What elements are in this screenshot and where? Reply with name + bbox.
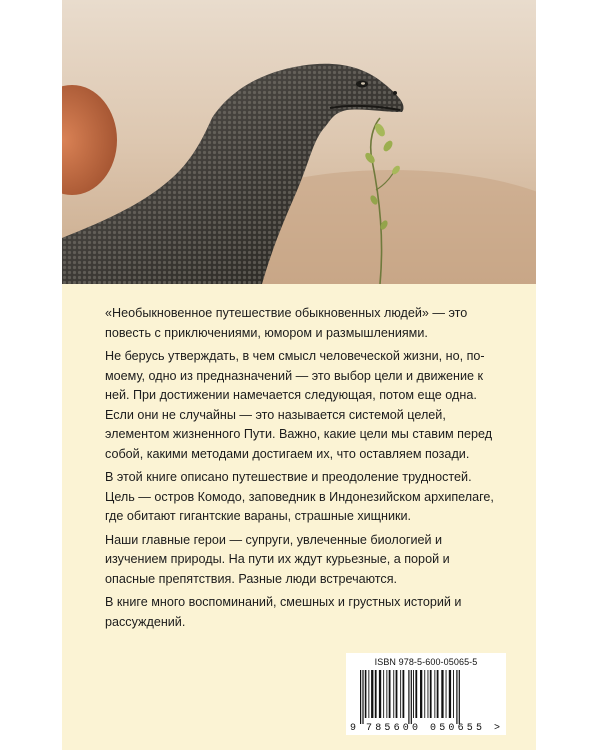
barcode-bar — [434, 670, 435, 718]
description-paragraph-4: Наши главные герои — супруги, увлеченные биологией и изучением природы. На пути их ждут курьезные, а порой и опасные препятствия. Разные люди встречаются. — [105, 532, 450, 586]
barcode-bar — [400, 670, 401, 718]
barcode-bar — [375, 670, 377, 718]
barcode-bar — [396, 670, 398, 718]
description-paragraph-5: В книге много воспоминаний, смешных и грустных историй и рассуждений. — [105, 595, 462, 629]
isbn-barcode — [346, 653, 506, 735]
barcode-bar — [411, 670, 412, 724]
barcode-bar — [415, 670, 417, 718]
barcode-bar — [360, 670, 361, 724]
barcode-bar — [368, 670, 369, 718]
barcode-bar — [456, 670, 457, 724]
barcode-bar — [449, 670, 451, 718]
barcode-bar — [420, 670, 422, 718]
barcode-bar — [365, 670, 367, 718]
barcode-bar — [403, 670, 405, 718]
barcode-first-digit: 9 — [350, 723, 357, 734]
book-description — [105, 304, 503, 636]
barcode-bar — [408, 670, 409, 724]
komodo-dragon-photo — [62, 0, 536, 284]
barcode-bar — [428, 670, 429, 718]
description-paragraph-1: «Необыкновенное путешествие обыкновенных людей» — это повесть с приключениями, юмором и размышлениями. — [105, 306, 468, 340]
barcode-bar — [446, 670, 447, 718]
barcode-bar — [383, 670, 384, 718]
barcode-bars — [352, 670, 500, 724]
barcode-end-mark: > — [494, 723, 501, 734]
barcode-bar — [441, 670, 443, 718]
barcode-bar — [424, 670, 425, 718]
isbn-number: ISBN 978-5-600-05065-5 — [374, 657, 478, 667]
description-paragraph-2: Не берусь утверждать, в чем смысл человеческой жизни, но, по-моему, одно из предназначений — это выбор цели и движение к ней. При достижении намечается следующая, потом еще одна. Если они не случайны — это называется системой целей, элементом жизненного Пути. Важно, какие цели мы ставим перед собой, какими методами достигаем их, что оставляем позади. — [105, 349, 493, 461]
barcode-bar — [393, 670, 394, 718]
back-cover — [62, 0, 536, 750]
barcode-right-group: 050655 — [430, 723, 486, 734]
barcode-bar — [459, 670, 460, 724]
barcode-bar — [386, 670, 387, 718]
barcode-bar — [453, 670, 454, 718]
description-paragraph-3: В этой книге описано путешествие и преодоление трудностей. Цель — остров Комодо, заповедник в Индонезийском архипелаге, где обитают гигантские вараны, страшные хищники. — [105, 470, 494, 523]
barcode-bar — [389, 670, 391, 718]
barcode-bar — [437, 670, 439, 718]
barcode-bar — [371, 670, 373, 718]
barcode-bar — [413, 670, 414, 718]
barcode-bar — [430, 670, 432, 718]
barcode-bar — [379, 670, 381, 718]
barcode-left-group: 785600 — [366, 723, 422, 734]
barcode-bar — [362, 670, 363, 724]
